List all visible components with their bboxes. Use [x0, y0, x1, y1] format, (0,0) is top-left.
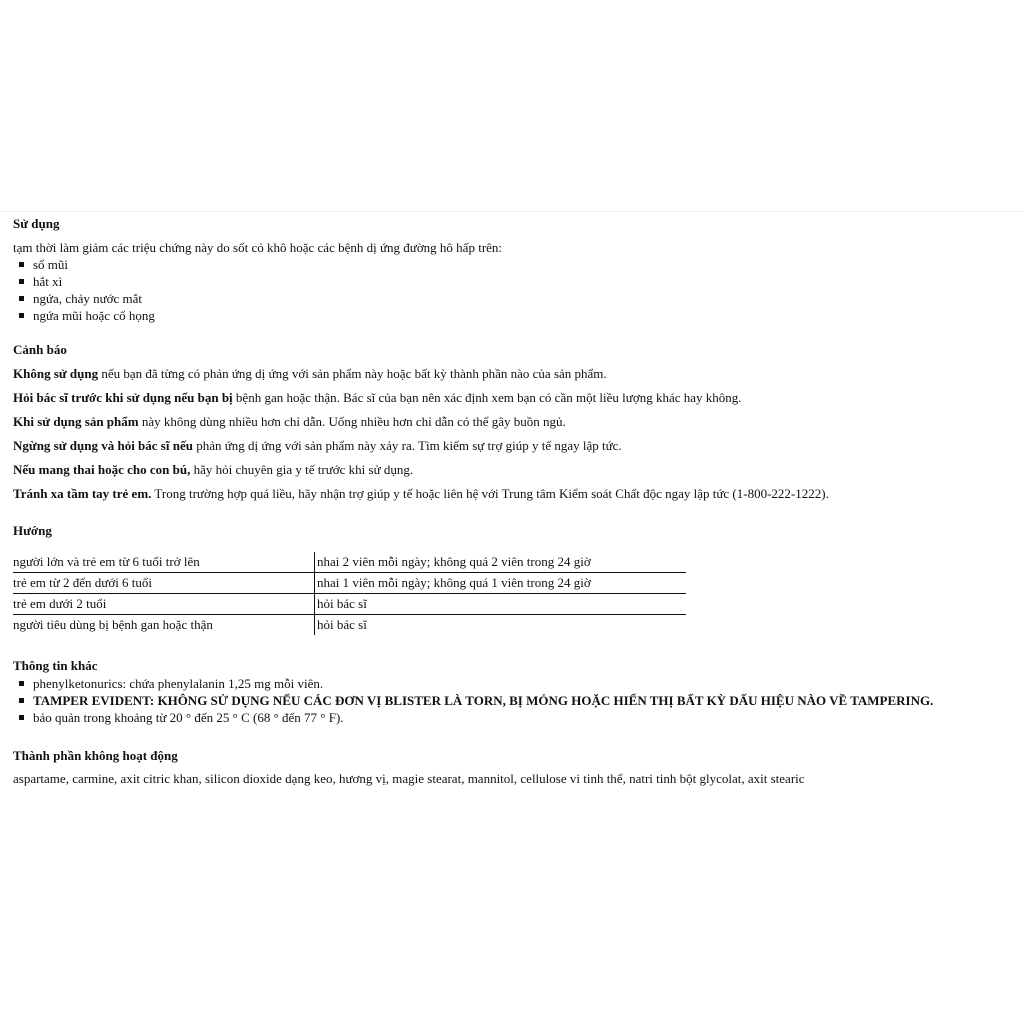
table-row [13, 552, 686, 573]
table-cell-group: trẻ em từ 2 đến dưới 6 tuổi [13, 573, 315, 594]
warning-line [13, 485, 1018, 503]
other-info-list [13, 675, 1018, 726]
directions-section [13, 522, 1018, 635]
list-item: phenylketonurics: chứa phenylalanin 1,25 mg mỗi viên. [33, 675, 1018, 692]
table-cell-group: người lớn và trẻ em từ 6 tuổi trở lên [13, 552, 315, 573]
top-divider [0, 211, 1024, 212]
warning-line [13, 365, 1018, 383]
uses-heading: Sử dụng [13, 216, 60, 231]
table-cell-dose: nhai 2 viên mỗi ngày; không quá 2 viên trong 24 giờ [315, 552, 687, 573]
list-item: bảo quản trong khoảng từ 20 ° đến 25 ° C (68 ° đến 77 ° F). [33, 709, 1018, 726]
warning-lead: Không sử dụng [13, 366, 99, 381]
warning-lead: Ngừng sử dụng và hỏi bác sĩ nếu [13, 438, 193, 453]
other-info-heading: Thông tin khác [13, 658, 98, 673]
warning-text: phản ứng dị ứng với sản phẩm này xảy ra. Tìm kiếm sự trợ giúp y tế ngay lập tức. [192, 438, 622, 453]
warning-lead: Tránh xa tầm tay trẻ em. [13, 486, 152, 501]
warning-line [13, 389, 1018, 407]
warning-text: bệnh gan hoặc thận. Bác sĩ của bạn nên xác định xem bạn có cần một liều lượng khác hay không. [232, 390, 742, 405]
warning-lead: Hỏi bác sĩ trước khi sử dụng nếu bạn bị [13, 390, 233, 405]
warning-text: nếu bạn đã từng có phản ứng dị ứng với sản phẩm này hoặc bất kỳ thành phần nào của sản phẩm. [98, 366, 607, 381]
table-cell-group: người tiêu dùng bị bệnh gan hoặc thận [13, 617, 213, 632]
directions-heading: Hướng [13, 523, 52, 538]
directions-table [13, 552, 686, 635]
table-cell-group: trẻ em dưới 2 tuổi [13, 594, 315, 615]
uses-section [13, 215, 1018, 324]
uses-list [13, 256, 1018, 324]
inactive-ingredients-heading: Thành phần không hoạt động [13, 748, 178, 763]
warning-text: Trong trường hợp quá liều, hãy nhận trợ giúp y tế hoặc liên hệ với Trung tâm Kiểm soát Chất độc ngay lập tức (1-800-222-1222). [151, 486, 829, 501]
table-cell-dose: hỏi bác sĩ [315, 615, 687, 636]
list-item: hắt xì [33, 273, 1018, 290]
list-item: ngứa mũi hoặc cổ họng [33, 307, 1018, 324]
table-cell-dose: nhai 1 viên mỗi ngày; không quá 1 viên trong 24 giờ [315, 573, 687, 594]
other-info-section [13, 657, 1018, 726]
table-row [13, 573, 686, 594]
warning-line [13, 437, 1018, 455]
warning-lead: Nếu mang thai hoặc cho con bú, [13, 462, 191, 477]
list-item: sổ mũi [33, 256, 1018, 273]
warning-lead: Khi sử dụng sản phẩm [13, 414, 139, 429]
list-item: ngứa, chảy nước mắt [33, 290, 1018, 307]
list-item: TAMPER EVIDENT: KHÔNG SỬ DỤNG NẾU CÁC ĐƠN VỊ BLISTER LÀ TORN, BỊ MỎNG HOẶC HIỂN THỊ BẤT KỲ DẤU HIỆU NÀO VỀ TAMPERING. [33, 692, 1018, 709]
warnings-section [13, 341, 1018, 503]
warning-line [13, 413, 1018, 431]
drug-facts-content [13, 214, 1018, 787]
uses-intro: tạm thời làm giảm các triệu chứng này do sốt cỏ khô hoặc các bệnh dị ứng đường hô hấp trên: [13, 240, 503, 255]
table-row [13, 594, 686, 615]
table-cell-dose: hỏi bác sĩ [315, 594, 687, 615]
warnings-heading: Cảnh báo [13, 342, 67, 357]
warning-text: hãy hỏi chuyên gia y tế trước khi sử dụng. [190, 462, 414, 477]
table-row [13, 615, 686, 636]
inactive-ingredients-text: aspartame, carmine, axit citric khan, silicon dioxide dạng keo, hương vị, magie stearat, mannitol, cellulose vi tinh thể, natri tinh bột glycolat, axit stearic [13, 771, 805, 786]
warning-line [13, 461, 1018, 479]
inactive-ingredients-section [13, 747, 1018, 787]
warning-text: này không dùng nhiều hơn chỉ dẫn. Uống nhiều hơn chỉ dẫn có thể gây buồn ngủ. [138, 414, 566, 429]
